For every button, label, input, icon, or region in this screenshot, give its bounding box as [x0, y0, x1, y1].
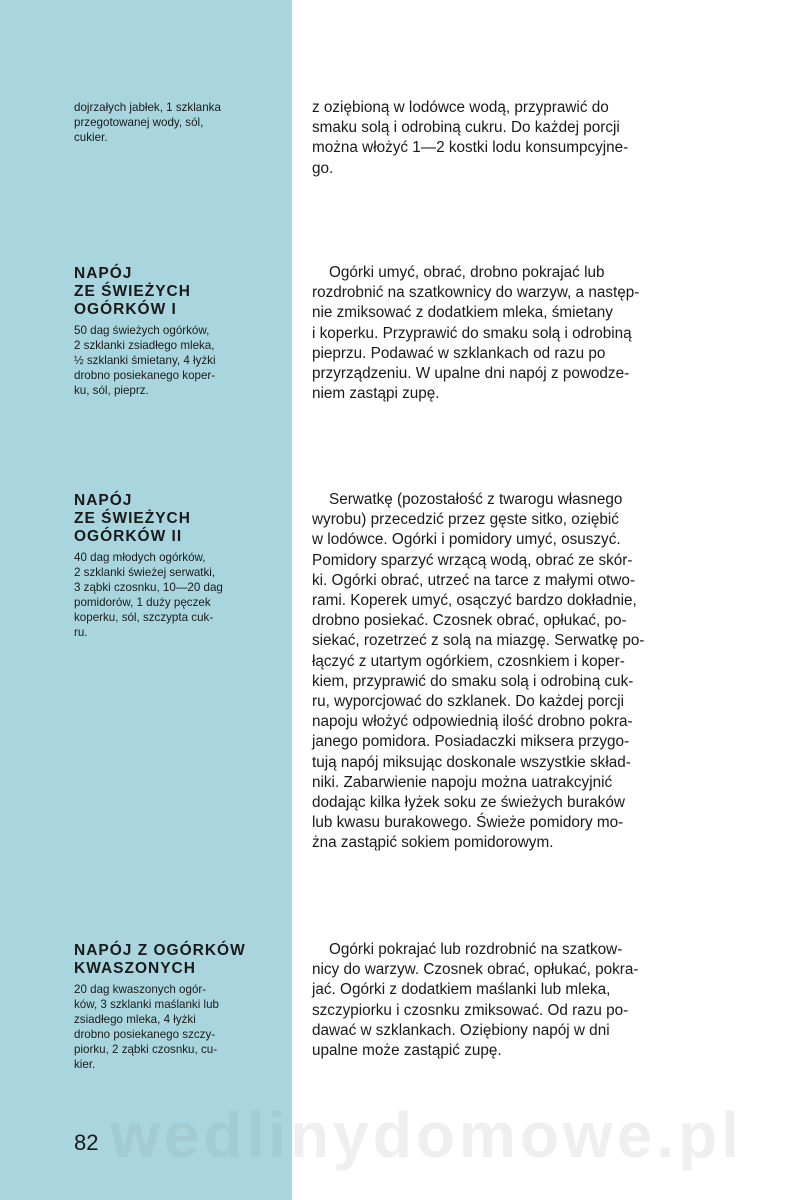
ingredients-list: 50 dag świeżych ogórków, 2 szklanki zsiadłego mleka, ½ szklanki śmietany, 4 łyżki drobno posiekanego koper- ku, sól, pieprz.	[74, 324, 216, 397]
ingredients-list: 40 dag młodych ogórków, 2 szklanki świeżej serwatki, 3 ząbki czosnku, 10—20 dag pomidorów, 1 duży pęczek koperku, sól, szczypta cuk- ru.	[74, 551, 223, 639]
recipe-title: NAPÓJ ZE ŚWIEŻYCH OGÓRKÓW II	[74, 492, 191, 545]
paragraph: Ogórki pokrajać lub rozdrobnić na szatkow- nicy do warzyw. Czosnek obrać, opłukać, pokra- jać. Ogórki z dodatkiem maślanki lub mleka, szczypiorku i czosnku zmiksować. Od razu po- dawać w szklankach. Oziębiony napój w dni upalne może zastąpić zupę.	[312, 941, 639, 1060]
recipe-1-text	[312, 263, 732, 404]
recipe-2-text	[312, 490, 732, 854]
watermark: wedlinydomowe.pl	[110, 1099, 743, 1171]
paragraph: z oziębioną w lodówce wodą, przyprawić do smaku solą i odrobiną cukru. Do każdej porcji można włożyć 1—2 kostki lodu konsumpcyjne- go.	[312, 99, 629, 177]
recipe-title: NAPÓJ ZE ŚWIEŻYCH OGÓRKÓW I	[74, 265, 191, 318]
recipe-2-sidebar	[74, 492, 284, 640]
recipe-1-sidebar	[74, 265, 284, 398]
paragraph: Serwatkę (pozostałość z twarogu własnego wyrobu) przecedzić przez gęste sitko, oziębić w lodówce. Ogórki i pomidory umyć, osuszyć. Pomidory sparzyć wrzącą wodą, obrać ze skór- ki. Ogórki obrać, utrzeć na tarce z małymi otwo- rami. Koperek umyć, osączyć bardzo dokładnie, drobno posiekać. Czosnek obrać, opłukać, po- siekać, rozetrzeć z solą na miazgę. Serwatkę po- łączyć z utartym ogórkiem, czosnkiem i koper- kiem, przyprawić do smaku solą i odrobiną cuk- ru, wyporcjować do szklanek. Do każdej porcji napoju włożyć odpowiednią ilość drobno pokra- janego pomidora. Posiadaczki miksera przygo- tują napój miksując doskonale wszystkie skład- niki. Zabarwienie napoju można uatrakcyjnić dodając kilka łyżek soku ze świeżych buraków lub kwasu burakowego. Świeże pomidory mo- żna zastąpić sokiem pomidorowym.	[312, 491, 645, 852]
ingredients-list: dojrzałych jabłek, 1 szklanka przegotowanej wody, sól, cukier.	[74, 101, 221, 144]
intro-ingredients	[74, 100, 284, 145]
ingredients-list: 20 dag kwaszonych ogór- ków, 3 szklanki maślanki lub zsiadłego mleka, 4 łyżki drobno posiekanego szczy- piorku, 2 ząbki czosnku, cu- kier.	[74, 983, 219, 1071]
intro-text	[312, 98, 732, 179]
recipe-title: NAPÓJ Z OGÓRKÓW KWASZONYCH	[74, 942, 246, 977]
page-number: 82	[74, 1130, 99, 1155]
recipe-3-sidebar	[74, 942, 284, 1072]
recipe-3-text	[312, 940, 732, 1061]
paragraph: Ogórki umyć, obrać, drobno pokrajać lub rozdrobnić na szatkownicy do warzyw, a następ- nie zmiksować z dodatkiem mleka, śmietany i koperku. Przyprawić do smaku solą i odrobiną pieprzu. Podawać w szklankach od razu po przyrządzeniu. W upalne dni napój z powodze- niem zastąpi zupę.	[312, 264, 640, 403]
